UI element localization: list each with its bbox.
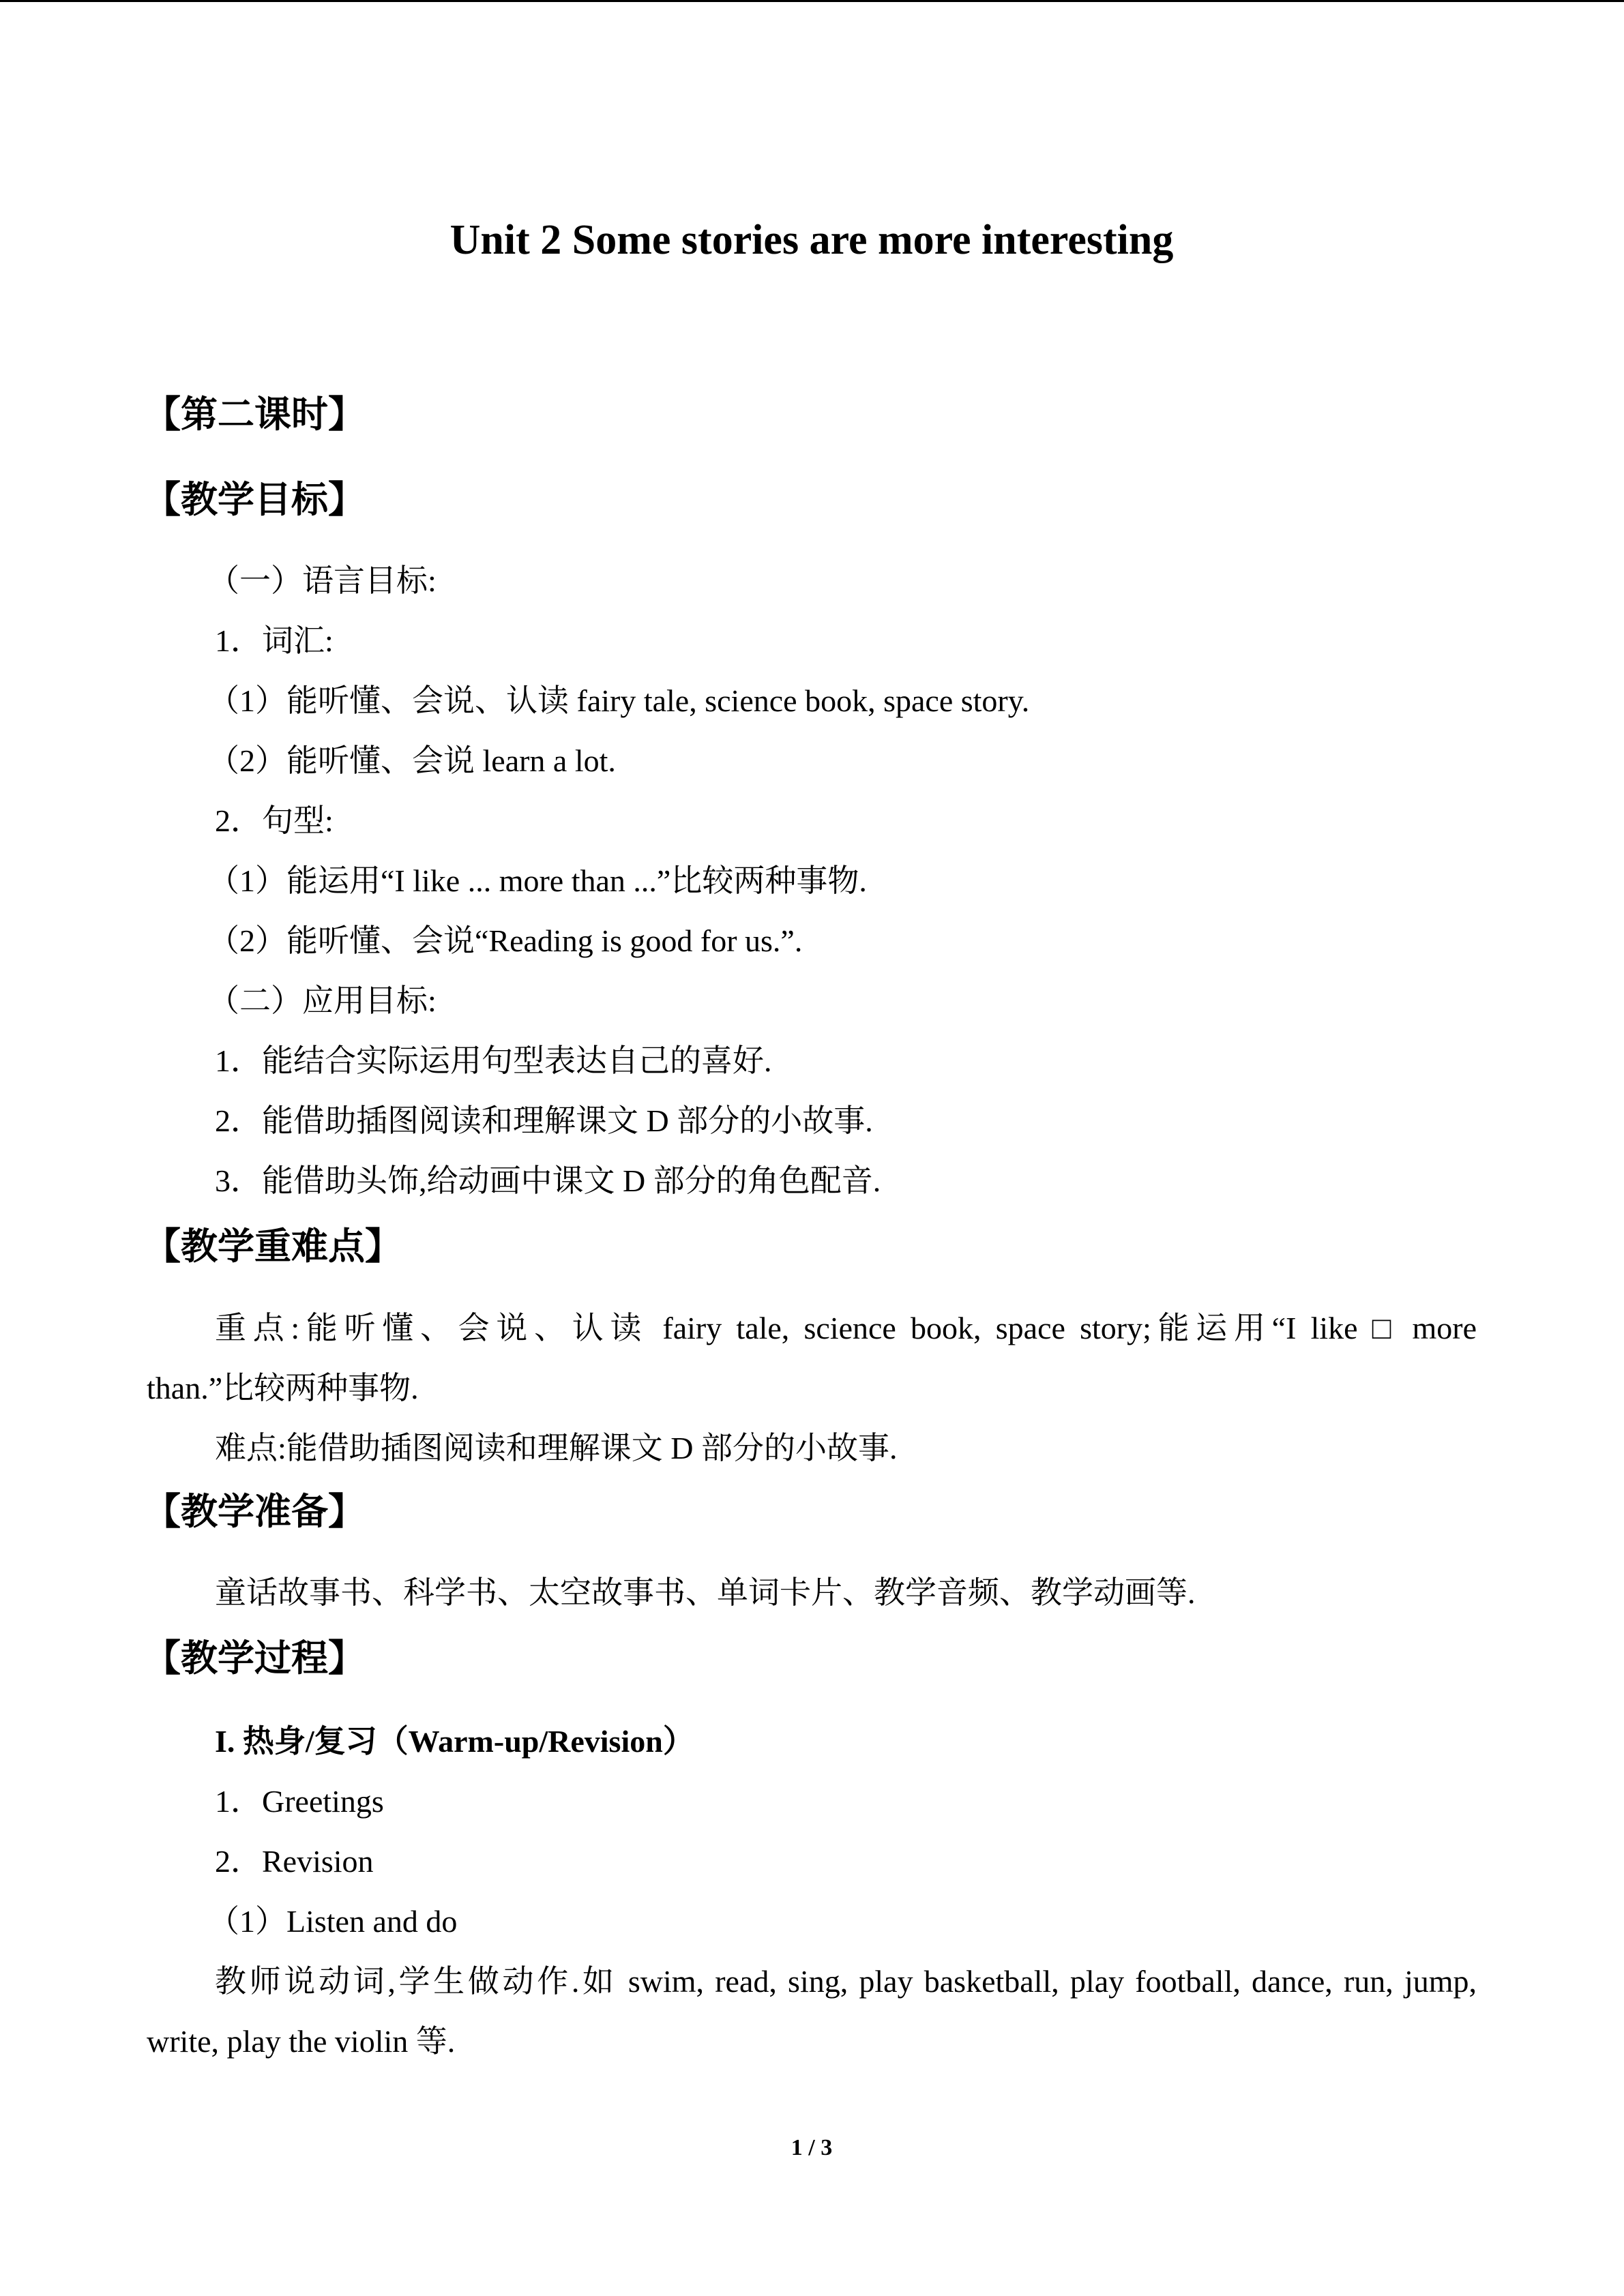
vocab-label: 1．词汇: [215,623,334,658]
language-goal: （一）语言目标: [208,563,437,598]
process-desc-line-1: 教师说动词,学生做动作.如 swim, read, sing, play basketball, play football, dance, run, jump, [215,1964,1477,1999]
document-title: Unit 2 Some stories are more interesting [449,217,1174,263]
preparation-text: 童话故事书、科学书、太空故事书、单词卡片、教学音频、教学动画等. [215,1575,1196,1610]
document-page [144,0,1477,2296]
heading-lesson: 【第二课时】 [144,393,365,436]
process-section-1: I. 热身/复习（Warm-up/Revision） [215,1724,694,1759]
focus-line-2: than.”比较两种事物. [147,1371,419,1405]
page-number: 1 / 3 [791,2135,833,2160]
heading-objectives: 【教学目标】 [144,478,365,521]
process-step-revision: 2．Revision [215,1844,374,1879]
process-step-listen-and-do: （1）Listen and do [208,1904,458,1939]
vocab-item-1: （1）能听懂、会说、认读 fairy tale, science book, space story. [208,683,1030,718]
heading-process: 【教学过程】 [144,1637,365,1680]
application-item-3: 3．能借助头饰,给动画中课文 D 部分的角色配音. [215,1163,881,1198]
application-goal: （二）应用目标: [208,983,437,1018]
application-item-2: 2．能借助插图阅读和理解课文 D 部分的小故事. [215,1103,873,1138]
process-step-greetings: 1．Greetings [215,1784,384,1819]
difficulty-line: 难点:能借助插图阅读和理解课文 D 部分的小故事. [215,1431,898,1465]
pattern-item-1: （1）能运用“I like ... more than ...”比较两种事物. [208,863,867,898]
heading-key-points: 【教学重难点】 [144,1225,402,1268]
pattern-label: 2．句型: [215,803,334,838]
focus-line-1: 重点:能听懂、会说、认读 fairy tale, science book, space story;能运用“I like □ more [215,1311,1477,1345]
pattern-item-2: （2）能听懂、会说“Reading is good for us.”. [208,923,803,958]
application-item-1: 1．能结合实际运用句型表达自己的喜好. [215,1043,772,1078]
heading-preparation: 【教学准备】 [144,1490,365,1533]
process-desc-line-2: write, play the violin 等. [147,2024,456,2059]
vocab-item-2: （2）能听懂、会说 learn a lot. [208,743,616,778]
